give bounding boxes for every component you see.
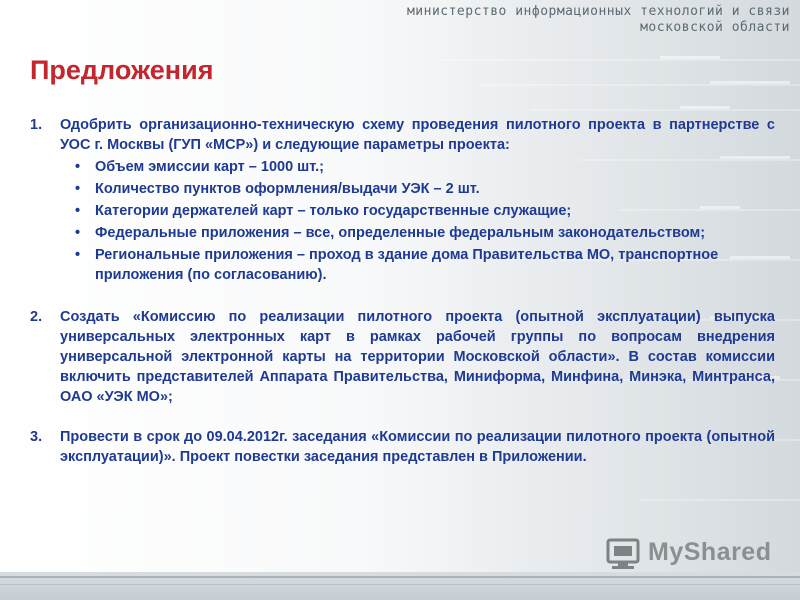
item-number: 2.	[30, 309, 43, 325]
ministry-name-line2: московской области	[640, 20, 790, 35]
item-number: 1.	[30, 117, 43, 133]
proposal-item-1	[30, 115, 775, 155]
proposal-item-2	[30, 307, 775, 407]
list-item: • Региональные приложения – проход в здание дома Правительства МО, транспортное приложения (по согласованию).	[60, 245, 775, 285]
proposals-list	[30, 115, 775, 467]
item-text: Одобрить организационно-техническую схему проведения пилотного проекта в партнерстве с УОС г. Москвы (ГУП «МСР») и следующие параметры проекта:	[60, 117, 775, 153]
item-text: Провести в срок до 09.04.2012г. заседания «Комиссии по реализации пилотного проекта (опытной эксплуатации)». Проект повестки заседания представлен в Приложении.	[60, 429, 775, 465]
list-item: • Объем эмиссии карт – 1000 шт.;	[60, 157, 775, 177]
item-text: Создать «Комиссию по реализации пилотного проекта (опытной эксплуатации) выпуска универсальных электронных карт в рамках рабочей группы по вопросам внедрения универсальной электронной карты на территории Московской области». В состав комиссии включить представителей Аппарата Правительства, Миниформа, Минфина, Минэка, Минтранса, ОАО «УЭК МО»;	[60, 309, 775, 405]
bullet-icon: •	[75, 247, 81, 263]
parameters-list	[30, 157, 775, 285]
bottom-band	[0, 572, 800, 600]
ministry-name-line1: министерство информационных технологий и связи	[406, 4, 790, 19]
bullet-icon: •	[75, 181, 81, 197]
myshared-logo-text: MyShared	[648, 538, 772, 566]
list-item: • Количество пунктов оформления/выдачи УЭК – 2 шт.	[60, 179, 775, 199]
item-number: 3.	[30, 429, 43, 445]
proposal-item-3	[30, 427, 775, 467]
bullet-icon: •	[75, 159, 81, 175]
bullet-icon: •	[75, 203, 81, 219]
list-item: • Федеральные приложения – все, определенные федеральным законодательством;	[60, 223, 775, 243]
list-item: • Категории держателей карт – только государственные служащие;	[60, 201, 775, 221]
bullet-icon: •	[75, 225, 81, 241]
slide-title: Предложения	[30, 55, 214, 85]
